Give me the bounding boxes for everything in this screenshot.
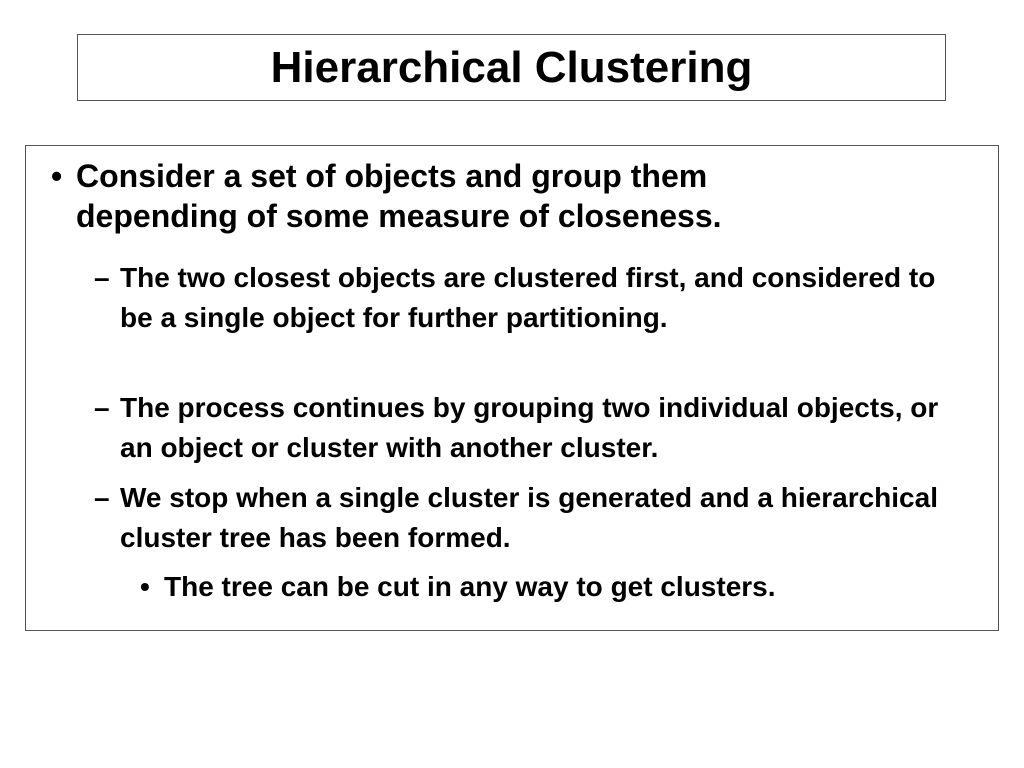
sub-item <box>94 388 954 468</box>
sub-sub-item <box>140 567 940 607</box>
sub-item <box>94 258 954 338</box>
sub-bullet-marker: • <box>140 571 150 602</box>
sub-item-text: The two closest objects are clustered first, and considered to be a single object for further partitioning. <box>120 262 936 333</box>
sub-item-text: The process continues by grouping two individual objects, or an object or cluster with another cluster. <box>120 392 939 463</box>
dash-marker: – <box>94 392 110 423</box>
bullet-item <box>51 156 881 236</box>
slide-title: Hierarchical Clustering <box>270 42 753 92</box>
dash-marker: – <box>94 482 110 513</box>
sub-item <box>94 478 954 558</box>
dash-marker: – <box>94 262 110 293</box>
sub-sub-item-text: The tree can be cut in any way to get clusters. <box>164 571 776 602</box>
bullet-marker: • <box>51 158 63 194</box>
sub-item-text: We stop when a single cluster is generated and a hierarchical cluster tree has been formed. <box>120 482 938 553</box>
bullet-text: Consider a set of objects and group them depending of some measure of closeness. <box>76 158 722 234</box>
slide-title-box <box>77 34 946 101</box>
